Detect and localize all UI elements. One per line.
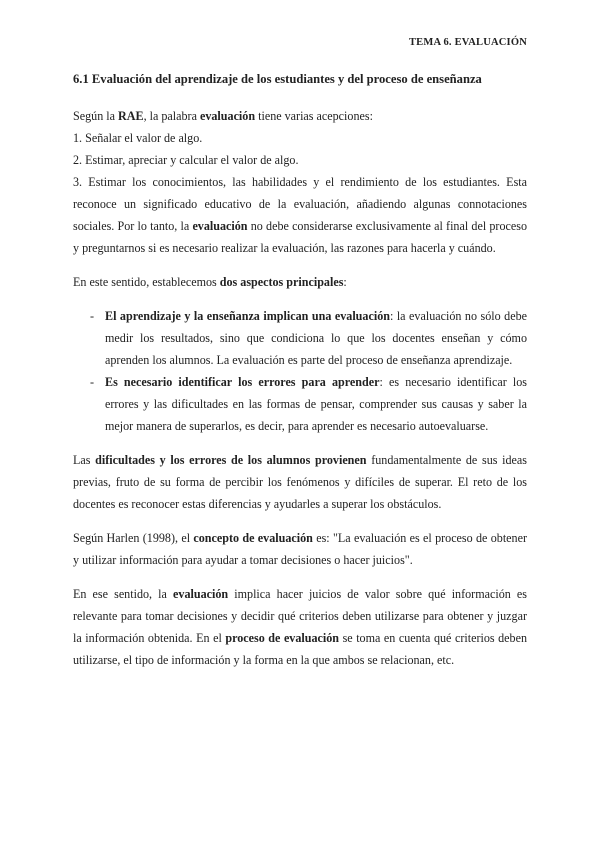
text-run: Según Harlen (1998), el <box>73 531 194 545</box>
text-run: se toma en cuenta qué criterios deben utilizarse, el tipo de información y la forma en la que ambos se relacionan, etc. <box>73 631 528 667</box>
bold-term: RAE <box>118 109 144 123</box>
list-dash: - <box>90 309 95 323</box>
definition-2: 2. Estimar, apreciar y calcular el valor de algo. <box>73 153 299 167</box>
text-run: , la palabra <box>143 109 200 123</box>
bold-term: evaluación <box>199 109 256 123</box>
bold-term: El aprendizaje y la enseñanza implican una evaluación <box>105 309 390 323</box>
text-run: En este sentido, establecemos <box>73 275 220 289</box>
text-run: Las <box>73 453 96 467</box>
text-run: : es necesario identificar los errores y las dificultades en las formas de pensar, comprender sus causas y saber la mejor manera de superarlos, es decir, para aprender es necesario autoevaluarse. <box>105 375 527 433</box>
text-run: tiene varias acepciones: <box>255 109 373 123</box>
bold-term: Es necesario identificar los errores para aprender <box>105 375 380 389</box>
intro-paragraph <box>73 105 527 127</box>
list-item-text <box>105 371 527 437</box>
aspects-lead <box>73 271 527 293</box>
definition-3 <box>73 171 527 259</box>
list-dash: - <box>90 375 95 389</box>
text-run: : <box>343 275 347 289</box>
bold-term: evaluación <box>192 219 248 233</box>
text-run: En ese sentido, la <box>73 587 174 601</box>
text-run: fundamentalmente de sus ideas previas, fruto de su forma de percibir los fenómenos y difíciles de superar. El reto de los docentes es reconocer estas diferencias y ayudarles a superar los obstáculos. <box>73 453 527 511</box>
page-body <box>73 70 527 671</box>
text-run: Según la <box>73 109 119 123</box>
aspects-list <box>73 305 527 437</box>
difficulties-paragraph <box>73 449 527 515</box>
harlen-paragraph <box>73 527 527 571</box>
list-item-text <box>105 305 527 371</box>
list-item <box>73 305 527 371</box>
bold-term: concepto de evaluación <box>193 531 313 545</box>
running-header: TEMA 6. EVALUACIÓN <box>408 37 527 48</box>
closing-paragraph <box>73 583 527 671</box>
definition-1: 1. Señalar el valor de algo. <box>73 131 203 145</box>
text-run: : la evaluación no sólo debe medir los resultados, sino que condiciona lo que los docentes enseñan y cómo aprenden los alumnos. La evaluación es parte del proceso de enseñanza aprendizaje. <box>105 309 527 367</box>
section-heading: 6.1 Evaluación del aprendizaje de los estudiantes y del proceso de enseñanza <box>73 72 482 86</box>
text-run: implica hacer juicios de valor sobre qué información es relevante para tomar decisiones y decidir qué criterios deben utilizarse para obtener y juzgar la información obtenida. En el <box>73 587 527 645</box>
bold-term: proceso de evaluación <box>225 631 340 645</box>
bold-term: evaluación <box>173 587 229 601</box>
bold-term: dificultades y los errores de los alumnos provienen <box>95 453 367 467</box>
bold-term: dos aspectos principales <box>219 275 344 289</box>
list-item <box>73 371 527 437</box>
text-run: no debe considerarse exclusivamente al final del proceso y preguntarnos si es necesario realizar la evaluación, las razones para hacerla y cuándo. <box>73 219 527 255</box>
text-run: 3. Estimar los conocimientos, las habilidades y el rendimiento de los estudiantes. Esta reconoce un significado educativo de la evaluación, añadiendo algunas connotaciones sociales. Por lo tanto, la <box>73 175 527 233</box>
text-run: es: "La evaluación es el proceso de obtener y utilizar información para ayudar a tomar decisiones o hacer juicios". <box>73 531 527 567</box>
